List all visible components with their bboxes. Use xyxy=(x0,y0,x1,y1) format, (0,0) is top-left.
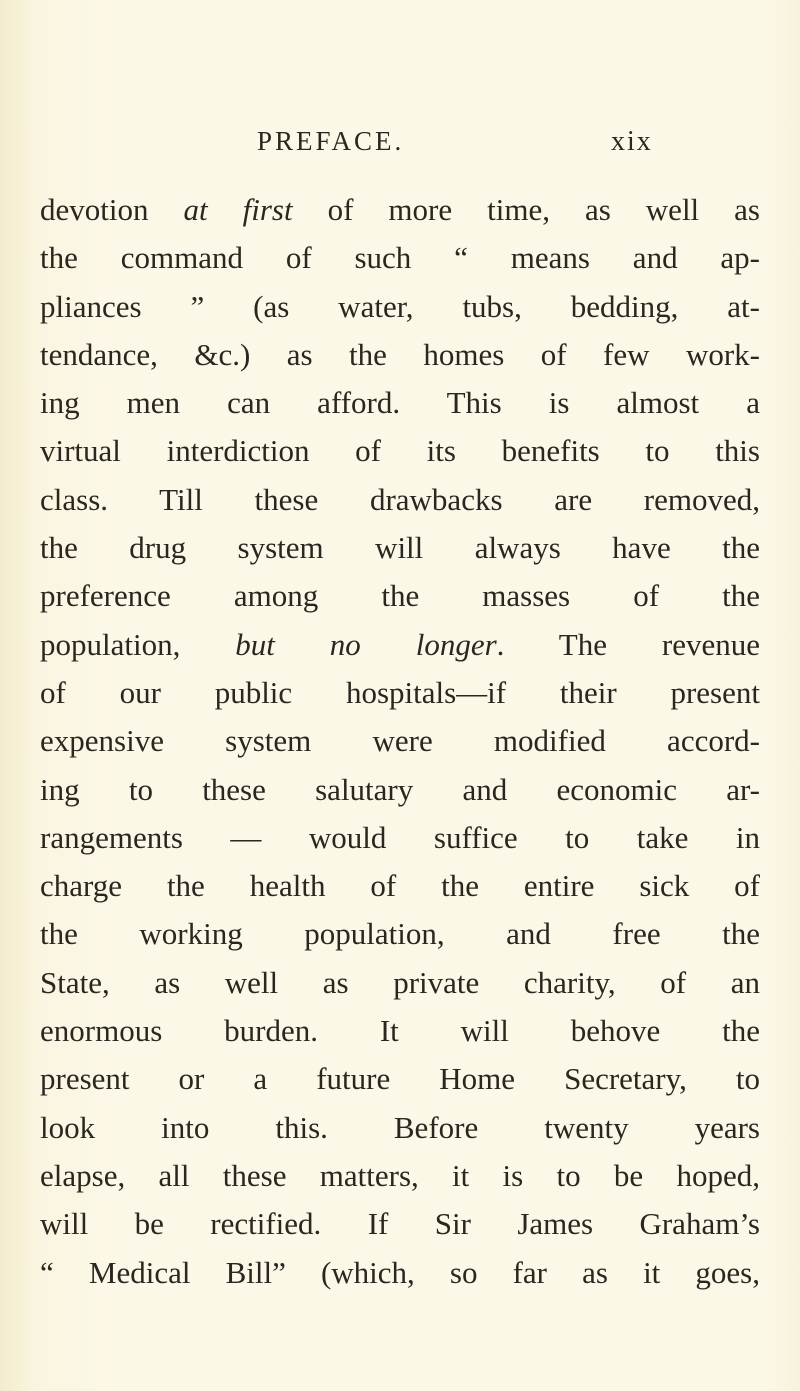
text-line xyxy=(40,186,760,234)
text-line xyxy=(40,959,760,1007)
text-line xyxy=(40,283,760,331)
text-segment: elapse, all these matters, it is to be hoped, xyxy=(40,1157,760,1193)
text-line xyxy=(40,910,760,958)
text-segment: virtual interdiction of its benefits to this xyxy=(40,433,760,469)
text-segment: population, xyxy=(40,626,236,662)
text-segment: the drug system will always have the xyxy=(40,530,760,566)
text-line xyxy=(40,1200,760,1248)
text-segment: State, as well as private charity, of an xyxy=(40,964,760,1000)
running-head xyxy=(0,126,800,166)
text-line xyxy=(40,572,760,620)
text-segment: devotion xyxy=(40,192,184,227)
text-segment: “ Medical Bill” (which, so far as it goes, xyxy=(40,1254,760,1290)
text-segment: charge the health of the entire sick of xyxy=(40,868,760,904)
text-line xyxy=(40,669,760,717)
italic-text-segment: at first xyxy=(183,192,293,227)
italic-text-segment: but no longer xyxy=(235,626,497,662)
text-line xyxy=(40,427,760,475)
text-segment: look into this. Before twenty years xyxy=(40,1109,760,1145)
text-segment: of more time, as well as xyxy=(292,192,760,227)
text-segment: ing to these salutary and economic ar- xyxy=(40,771,760,807)
text-segment: the working population, and free the xyxy=(40,916,760,952)
text-segment: pliances ” (as water, tubs, bedding, at- xyxy=(40,288,760,324)
text-segment: the command of such “ means and ap- xyxy=(40,240,760,276)
text-line xyxy=(40,621,760,669)
text-line xyxy=(40,717,760,765)
text-line xyxy=(40,1152,760,1200)
text-segment: expensive system were modified accord- xyxy=(40,723,760,759)
text-line xyxy=(40,379,760,427)
body-text xyxy=(40,186,760,1297)
text-line xyxy=(40,1104,760,1152)
text-line xyxy=(40,766,760,814)
text-segment: ing men can afford. This is almost a xyxy=(40,385,760,421)
text-line xyxy=(40,862,760,910)
text-line xyxy=(40,524,760,572)
text-line xyxy=(40,331,760,379)
text-segment: tendance, &c.) as the homes of few work- xyxy=(40,336,760,372)
text-segment: class. Till these drawbacks are removed, xyxy=(40,481,760,517)
text-segment: enormous burden. It will behove the xyxy=(40,1013,760,1049)
page-number: xix xyxy=(611,126,653,157)
text-line xyxy=(40,814,760,862)
text-line xyxy=(40,1055,760,1103)
text-segment: will be rectified. If Sir James Graham’s xyxy=(40,1206,760,1242)
text-segment: preference among the masses of the xyxy=(40,578,760,614)
running-head-title: PREFACE. xyxy=(257,126,405,156)
text-segment: of our public hospitals—if their present xyxy=(40,674,760,710)
text-line xyxy=(40,234,760,282)
text-line xyxy=(40,1249,760,1297)
text-line xyxy=(40,476,760,524)
text-segment: present or a future Home Secretary, to xyxy=(40,1061,760,1097)
text-segment: rangements — would suffice to take in xyxy=(40,819,760,855)
text-line xyxy=(40,1007,760,1055)
text-segment: . The revenue xyxy=(496,626,760,662)
